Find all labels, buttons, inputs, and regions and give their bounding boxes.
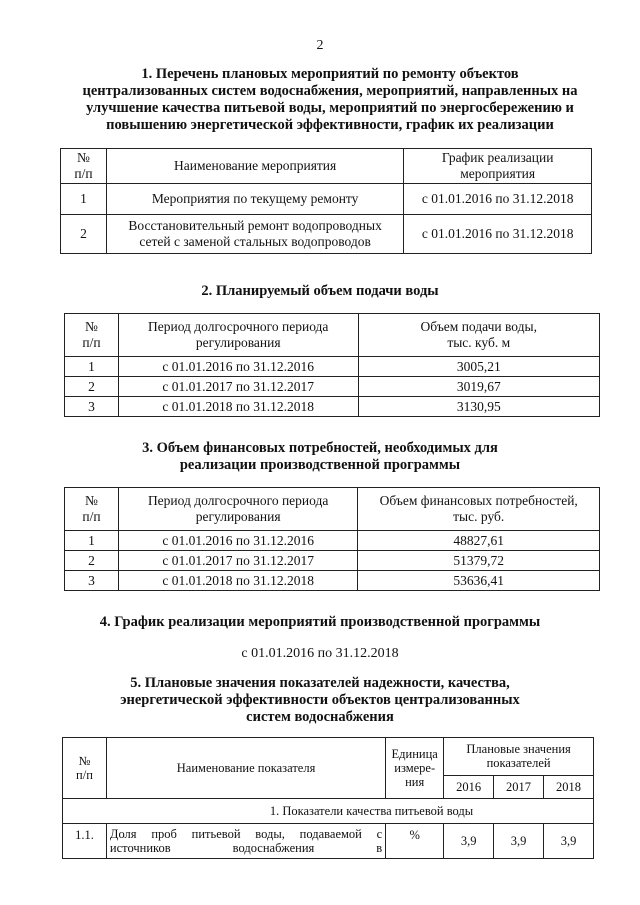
table-header-row	[63, 738, 594, 776]
col-num-header: № п/п	[65, 314, 119, 357]
group-row	[63, 799, 594, 824]
row-period: с 01.01.2017 по 31.12.2017	[118, 377, 358, 397]
section5-title-line: энергетической эффективности объектов централизованных	[120, 692, 520, 708]
row-value: 3,9	[544, 824, 594, 859]
section3-title	[40, 440, 600, 474]
row-value: 3005,21	[358, 357, 600, 377]
row-num: 3	[65, 571, 119, 591]
row-value: 3,9	[444, 824, 494, 859]
indicators-table	[62, 737, 594, 859]
section3-title-line: реализации производственной программы	[179, 457, 461, 473]
financial-needs-table	[64, 487, 600, 591]
row-num: 2	[61, 215, 107, 254]
table-header-row	[65, 488, 600, 531]
table-row	[65, 571, 600, 591]
group-title: 1. Показатели качества питьевой воды	[63, 799, 594, 824]
section1-title-line: повышению энергетической эффективности, график их реализации	[106, 117, 554, 133]
col-value-header: Объем финансовых потребностей, тыс. руб.	[358, 488, 600, 531]
table-row	[65, 377, 600, 397]
row-num: 1	[65, 357, 119, 377]
col-name-header: Наименование мероприятия	[106, 149, 403, 184]
col-num-header: № п/п	[65, 488, 119, 531]
col-period-header: Период долгосрочного периода регулирования	[118, 488, 358, 531]
table-row	[65, 357, 600, 377]
row-value: 3130,95	[358, 397, 600, 417]
row-name: Мероприятия по текущему ремонту	[106, 184, 403, 215]
row-period: с 01.01.2018 по 31.12.2018	[118, 397, 358, 417]
table-header-row	[65, 314, 600, 357]
row-period: с 01.01.2018 по 31.12.2018	[118, 571, 358, 591]
row-num: 3	[65, 397, 119, 417]
year-header: 2016	[444, 775, 494, 798]
row-schedule: с 01.01.2016 по 31.12.2018	[404, 184, 592, 215]
row-period: с 01.01.2016 по 31.12.2016	[118, 531, 358, 551]
row-value: 51379,72	[358, 551, 600, 571]
row-num: 1.1.	[63, 824, 107, 859]
col-planned-header: Плановые значения показателей	[444, 738, 594, 776]
table-row	[61, 184, 592, 215]
section5-title-line: систем водоснабжения	[246, 709, 394, 725]
row-value: 3,9	[494, 824, 544, 859]
section4-title: 4. График реализации мероприятий производственной программы	[99, 614, 541, 630]
col-schedule-header: График реализации мероприятия	[404, 149, 592, 184]
col-value-header: Объем подачи воды, тыс. куб. м	[358, 314, 600, 357]
year-header: 2018	[544, 775, 594, 798]
section1-title-line: централизованных систем водоснабжения, мероприятий, направленных на	[82, 83, 578, 99]
section1-title-line: улучшение качества питьевой воды, мероприятий по энергосбережению и	[86, 100, 574, 116]
page-number: 2	[316, 38, 324, 53]
activities-table	[60, 148, 592, 254]
table-row	[65, 397, 600, 417]
row-schedule: с 01.01.2016 по 31.12.2018	[404, 215, 592, 254]
section5-title	[40, 675, 600, 726]
row-value: 3019,67	[358, 377, 600, 397]
row-num: 1	[61, 184, 107, 215]
row-value: 48827,61	[358, 531, 600, 551]
row-unit: %	[386, 824, 444, 859]
section4-period: с 01.01.2016 по 31.12.2018	[241, 646, 399, 661]
row-value: 53636,41	[358, 571, 600, 591]
table-header-row	[61, 149, 592, 184]
col-name-header: Наименование показателя	[106, 738, 385, 799]
col-num-header: № п/п	[61, 149, 107, 184]
section5-title-line: 5. Плановые значения показателей надежности, качества,	[130, 675, 510, 691]
row-period: с 01.01.2016 по 31.12.2016	[118, 357, 358, 377]
row-name: Доля проб питьевой воды, подаваемой с источников водоснабжения в	[106, 824, 385, 859]
section3-title-line: 3. Объем финансовых потребностей, необходимых для	[142, 440, 498, 456]
water-supply-table	[64, 313, 600, 417]
table-row	[63, 824, 594, 859]
table-row	[65, 531, 600, 551]
row-num: 2	[65, 377, 119, 397]
row-num: 1	[65, 531, 119, 551]
section1-title-line: 1. Перечень плановых мероприятий по ремонту объектов	[141, 66, 519, 82]
section1-title	[50, 66, 610, 134]
table-row	[65, 551, 600, 571]
row-num: 2	[65, 551, 119, 571]
col-unit-header: Единица измере- ния	[386, 738, 444, 799]
col-period-header: Период долгосрочного периода регулирования	[118, 314, 358, 357]
table-row	[61, 215, 592, 254]
year-header: 2017	[494, 775, 544, 798]
section2-title: 2. Планируемый объем подачи воды	[201, 283, 439, 299]
row-name: Восстановительный ремонт водопроводных сетей с заменой стальных водопроводов	[106, 215, 403, 254]
col-num-header: № п/п	[63, 738, 107, 799]
row-period: с 01.01.2017 по 31.12.2017	[118, 551, 358, 571]
